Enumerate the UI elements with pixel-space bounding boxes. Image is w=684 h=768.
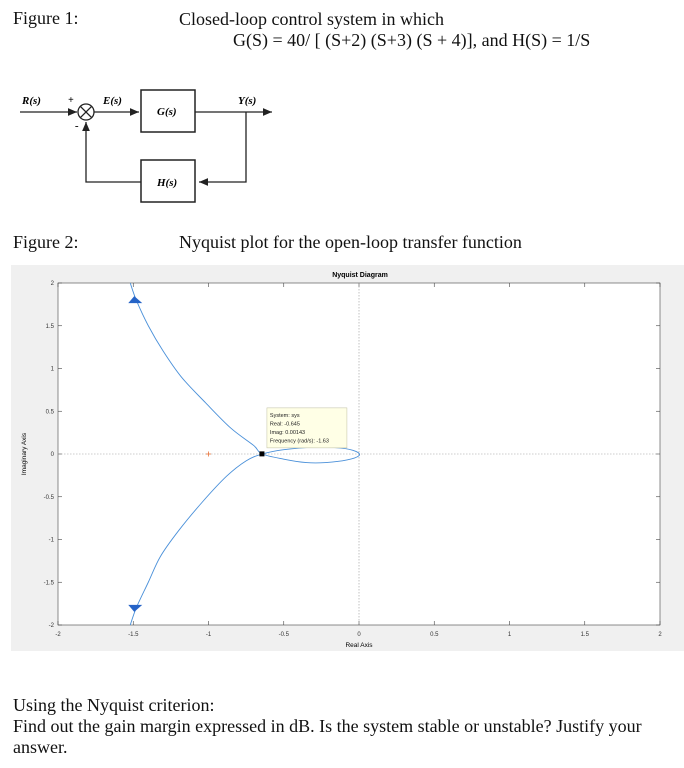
- figure1-label: Figure 1:: [13, 8, 79, 28]
- datatip-line: Frequency (rad/s): -1.63: [269, 438, 329, 445]
- x-axis-label: Real Axis: [345, 642, 373, 649]
- y-tick-label: -2: [48, 623, 54, 629]
- question-line2: Find out the gain margin expressed in dB. Is the system stable or unstable? Justify your: [13, 716, 642, 736]
- x-tick-label: 2: [658, 632, 662, 638]
- plot-title: Nyquist Diagram: [332, 272, 388, 279]
- y-axis-label: Imaginary Axis: [21, 432, 28, 476]
- datatip-line: System: sys: [269, 412, 300, 419]
- x-tick-label: 1: [507, 632, 512, 638]
- y-tick-label: -0.5: [43, 494, 54, 501]
- y-tick-label: 2: [50, 281, 54, 287]
- datatip-line: Imag: 0.00143: [269, 429, 306, 436]
- output-label: Y(s): [238, 95, 257, 107]
- y-tick-label: -1.5: [43, 580, 54, 587]
- error-label: E(s): [103, 95, 122, 107]
- figure1-caption-line1: Closed-loop control system in which: [179, 9, 444, 29]
- summing-junction: [78, 104, 94, 120]
- feedback-line-right: [199, 112, 246, 182]
- x-tick-label: -0.5: [278, 632, 289, 638]
- input-label: R(s): [22, 95, 41, 107]
- y-tick-label: 1: [50, 366, 54, 373]
- plot-background: [11, 265, 684, 651]
- forward-block-label: G(s): [157, 106, 177, 118]
- question-line3: answer.: [13, 737, 68, 757]
- question-line1: Using the Nyquist criterion:: [13, 695, 215, 715]
- datatip-line: Real: -0.645: [269, 421, 300, 428]
- figure1-caption-line2: G(S) = 40/ [ (S+2) (S+3) (S + 4)], and H(S) = 1/S: [233, 30, 591, 50]
- x-tick-label: -2: [55, 632, 61, 638]
- y-tick-label: 0.5: [45, 409, 54, 416]
- y-tick-label: 1.5: [45, 323, 54, 330]
- feedback-line-left: [86, 122, 141, 182]
- figure2-caption: Nyquist plot for the open-loop transfer function: [179, 232, 522, 252]
- minus-sign: -: [75, 120, 79, 132]
- x-tick-label: -1: [205, 632, 212, 638]
- block-diagram: [0, 80, 684, 220]
- plus-sign: +: [68, 95, 74, 106]
- x-tick-label: 0: [357, 632, 361, 638]
- y-tick-label: 0: [50, 452, 54, 458]
- feedback-block-label: H(s): [157, 177, 178, 189]
- x-tick-label: 0.5: [430, 632, 439, 638]
- x-tick-label: 1.5: [580, 632, 589, 638]
- y-tick-label: -1: [48, 537, 54, 544]
- nyquist-plot: [11, 265, 684, 651]
- figure2-label: Figure 2:: [13, 232, 79, 252]
- datatip-marker: [259, 451, 264, 456]
- x-tick-label: -1.5: [128, 632, 139, 638]
